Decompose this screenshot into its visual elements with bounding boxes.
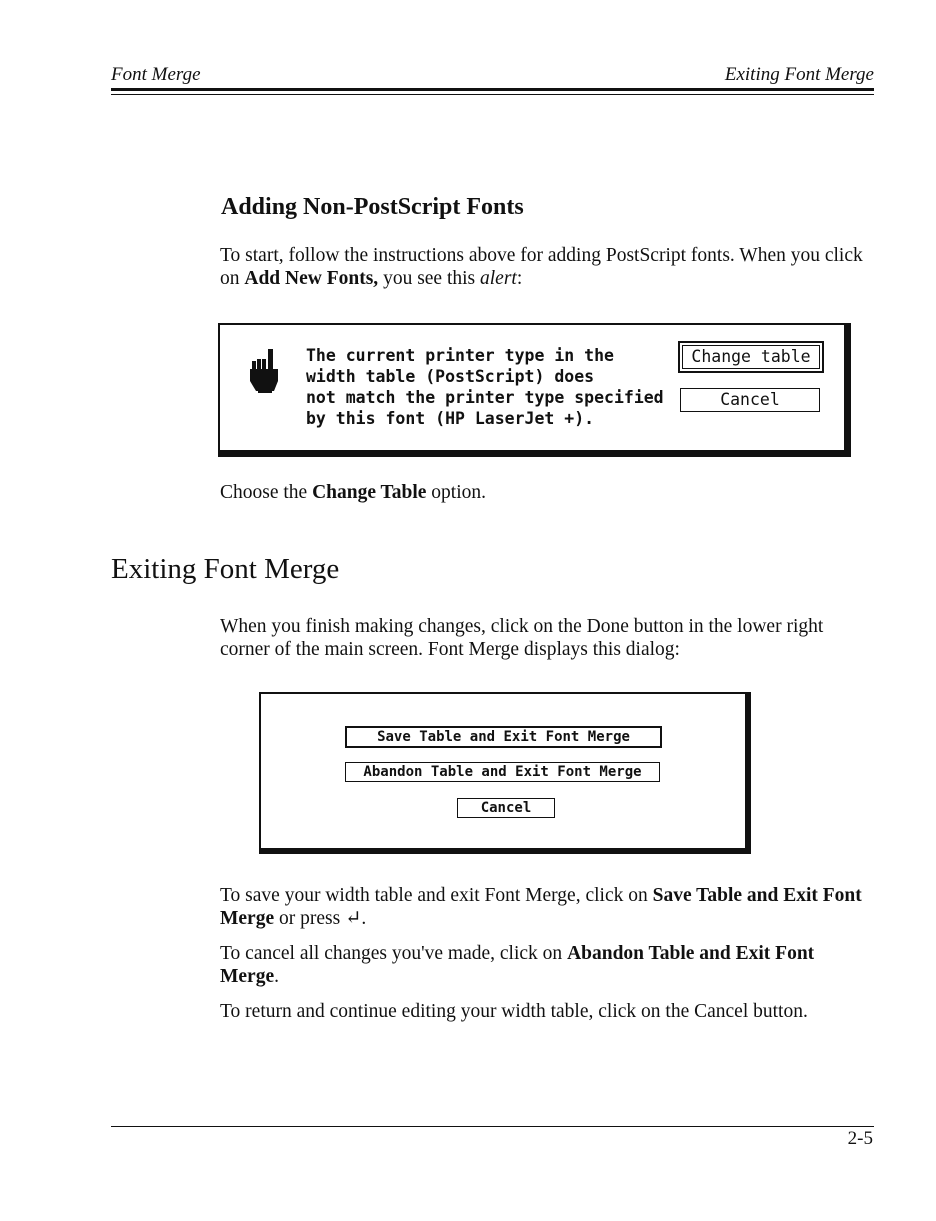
- choose-instruction: [220, 481, 870, 504]
- cancel-instruction: To return and continue editing your width table, click on the Cancel button.: [220, 1001, 808, 1022]
- choose-text-b: option.: [426, 482, 487, 503]
- hand-stop-icon: [248, 347, 280, 399]
- save-and-exit-button[interactable]: Save Table and Exit Font Merge: [345, 726, 662, 748]
- abandon-and-exit-button[interactable]: Abandon Table and Exit Font Merge: [345, 762, 660, 782]
- running-header-right: Exiting Font Merge: [724, 64, 874, 85]
- header-rule: [111, 88, 874, 91]
- header-rule-thin: [111, 94, 874, 95]
- intro-text-a: To start, follow the instructions above for adding PostScript fonts. When you click on: [220, 245, 863, 289]
- change-table-button[interactable]: Change table: [682, 345, 820, 369]
- exit-dialog: [259, 692, 751, 854]
- choose-bold: Change Table: [312, 482, 427, 503]
- intro-italic: alert: [480, 268, 517, 289]
- section2-intro: When you finish making changes, click on the Done button in the lower right corner of the main screen. Font Merge displays this dialog:: [220, 616, 824, 660]
- save-bold: Save Table and Exit Font Merge: [220, 885, 862, 929]
- section-heading-exiting: Exiting Font Merge: [111, 553, 340, 585]
- dialog-cancel-button[interactable]: Cancel: [457, 798, 555, 818]
- intro-bold: Add New Fonts,: [244, 268, 379, 289]
- cancel-button[interactable]: Cancel: [680, 388, 820, 412]
- page-number: 2-5: [847, 1128, 873, 1149]
- save-text-a: To save your width table and exit Font Merge, click on: [220, 885, 653, 906]
- return-key-icon: ↵: [345, 908, 362, 929]
- abandon-instruction: [220, 942, 870, 988]
- intro-text-b: you see this: [378, 268, 481, 289]
- choose-text-a: Choose the: [220, 482, 313, 503]
- abandon-text-a: To cancel all changes you've made, click on: [220, 943, 568, 964]
- save-instruction: [220, 884, 870, 930]
- save-text-b: or press: [274, 908, 346, 929]
- intro-text-c: :: [516, 268, 523, 289]
- running-header-left: Font Merge: [111, 64, 201, 85]
- footer-rule: [111, 1126, 874, 1127]
- section-heading-non-postscript: Adding Non-PostScript Fonts: [221, 194, 524, 220]
- abandon-text-b: .: [274, 966, 279, 987]
- alert-message: The current printer type in the width table (PostScript) does not match the printer type specified by this font (HP LaserJet +).: [306, 346, 664, 428]
- section1-intro: [220, 244, 870, 290]
- save-text-c: .: [361, 908, 367, 929]
- abandon-bold: Abandon Table and Exit Font Merge: [220, 943, 815, 987]
- printer-mismatch-alert: [218, 323, 851, 457]
